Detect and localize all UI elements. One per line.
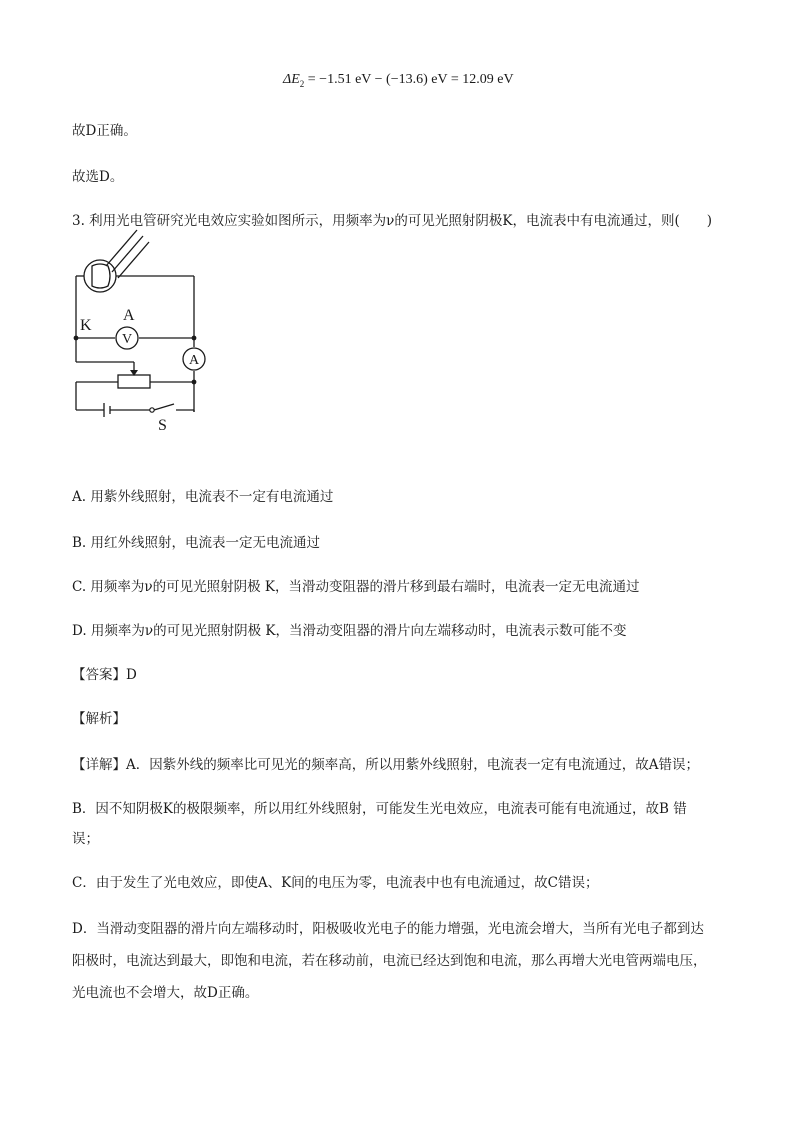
phototube (84, 260, 116, 292)
phototube-cathode (92, 264, 110, 288)
label-switch: S (158, 417, 167, 434)
photoelectric-circuit-figure (62, 226, 212, 436)
detail-d-line-1: D．当滑动变阻器的滑片向左端移动时，阳极吸收光电子的能力增强，光电流会增大，当所有光电子都到达 (72, 921, 704, 937)
analysis-heading (72, 710, 126, 728)
detail-b-line-1: B．因不知阴极K的极限频率，所以用红外线照射，可能发生光电效应，电流表可能有电流通过，故B 错 (72, 801, 687, 817)
option-b: B. 用红外线照射，电流表一定无电流通过 (72, 535, 321, 551)
rheostat (118, 375, 150, 388)
answer-value: D (126, 667, 137, 683)
answer-open-bracket: 【 (72, 667, 86, 683)
analysis-open-bracket: 【 (72, 711, 86, 727)
choose-d-line: 故选D。 (72, 169, 124, 185)
formula-subscript: 2 (299, 78, 305, 89)
option-a: A. 用紫外线照射，电流表不一定有电流通过 (72, 489, 334, 505)
answer-line (72, 666, 137, 684)
switch-lever (154, 404, 174, 410)
detail-d-line-2: 阳极时，电流达到最大，即饱和电流，若在移动前，电流已经达到饱和电流，那么再增大光电管两端电压， (72, 953, 707, 969)
detail-open-bracket: 【 (72, 757, 86, 773)
question-3: 3. 利用光电管研究光电效应实验如图所示，用频率为ν的可见光照射阴极K，电流表中有电流通过，则( ) (72, 213, 712, 229)
detail-b-line-2: 误； (72, 831, 99, 847)
label-a-tube: A (123, 307, 135, 324)
detail-tag: 详解 (85, 757, 113, 773)
label-k: K (80, 317, 92, 334)
junction-dot (74, 336, 79, 341)
switch-contact (150, 408, 154, 412)
detail-a-text: A．因紫外线的频率比可见光的频率高，所以用紫外线照射，电流表一定有电流通过，故A错误； (126, 757, 699, 773)
detail-d-line-3: 光电流也不会增大，故D正确。 (72, 985, 259, 1001)
option-c: C. 用频率为ν的可见光照射阴极 K，当滑动变阻器的滑片移到最右端时，电流表一定无电流通过 (72, 579, 640, 595)
detail-c-line: C．由于发生了光电效应，即使A、K间的电压为零，电流表中也有电流通过，故C错误； (72, 875, 599, 891)
analysis-close-bracket: 】 (112, 711, 126, 727)
option-d: D. 用频率为ν的可见光照射阴极 K，当滑动变阻器的滑片向左端移动时，电流表示数可能不变 (72, 623, 627, 639)
junction-dot (192, 380, 197, 385)
analysis-tag: 解析 (85, 711, 113, 727)
formula-rhs: = −1.51 eV − (−13.6) eV = 12.09 eV (304, 72, 514, 87)
label-ammeter: A (188, 353, 200, 368)
d-correct-line: 故D正确。 (72, 123, 137, 139)
answer-close-bracket: 】 (112, 667, 126, 683)
detail-a-line (72, 756, 699, 774)
label-voltmeter: V (121, 332, 133, 347)
detail-close-bracket: 】 (112, 757, 126, 773)
answer-tag: 答案 (85, 667, 113, 683)
formula-delta: ΔE (283, 72, 300, 87)
junction-dot (192, 336, 197, 341)
energy-formula (283, 72, 514, 89)
